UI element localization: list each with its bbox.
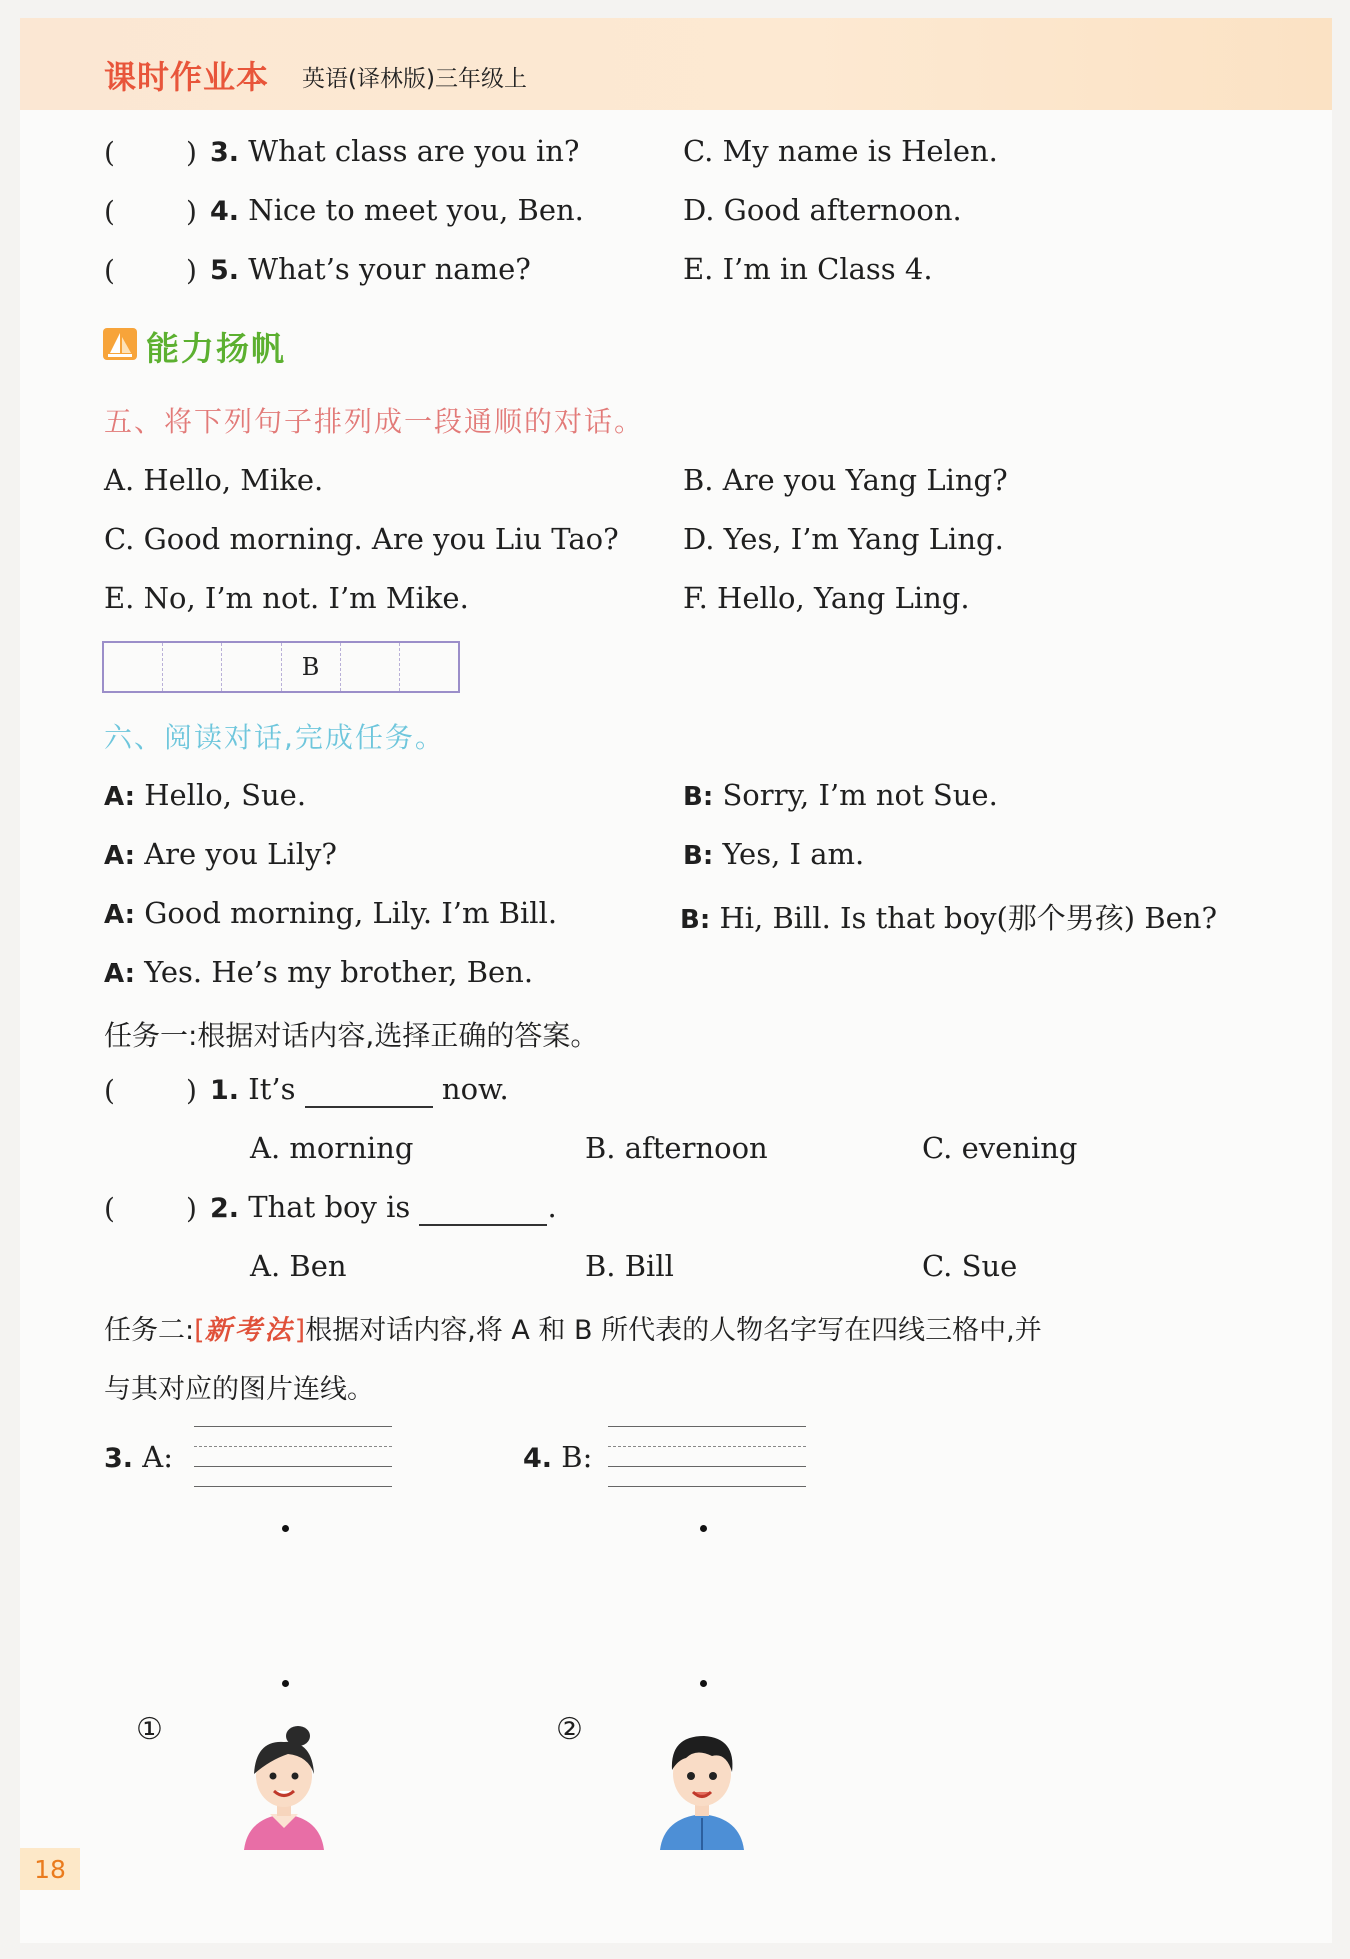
choice-c: C. evening	[922, 1131, 1078, 1165]
connect-dot-picture-1[interactable]	[282, 1680, 289, 1687]
book-subtitle: 英语(译林版)三年级上	[302, 66, 527, 92]
order-answer-grid	[102, 641, 460, 693]
picture-marker-2: ②	[556, 1712, 583, 1747]
section5-title: 五、将下列句子排列成一段通顺的对话。	[104, 405, 645, 438]
book-brand: 课时作业本	[104, 58, 270, 96]
answer-cell-2[interactable]	[163, 643, 222, 691]
task1-question-1: 1. It’s now.	[210, 1072, 509, 1106]
question-text: Nice to meet you, Ben.	[248, 193, 584, 227]
fill-blank[interactable]	[419, 1190, 547, 1226]
question-number: 4.	[210, 196, 240, 227]
ability-label: 能力扬帆	[146, 328, 286, 368]
choice-a: A. Ben	[250, 1249, 347, 1283]
sail-icon	[102, 327, 138, 365]
girl-icon	[234, 1722, 334, 1854]
answer-paren-close: )	[186, 1074, 197, 1107]
connect-dot-b[interactable]	[700, 1525, 707, 1532]
section6-title: 六、阅读对话,完成任务。	[104, 721, 445, 754]
answer-paren-close: )	[186, 1192, 197, 1225]
question-text: What class are you in?	[248, 134, 580, 168]
writing-label-b: 4. B:	[523, 1440, 593, 1474]
order-option-e: E. No, I’m not. I’m Mike.	[104, 581, 469, 615]
answer-paren-open: (	[104, 195, 115, 228]
dialogue-line: A: Hello, Sue.	[104, 778, 307, 812]
choice-b: B. afternoon	[585, 1131, 768, 1165]
question-5	[210, 252, 531, 286]
question-number: 3.	[210, 137, 240, 168]
answer-paren-close: )	[186, 195, 197, 228]
dialogue-line: B: Hi, Bill. Is that boy(那个男孩) Ben?	[680, 901, 1218, 935]
question-number: 5.	[210, 255, 240, 286]
answer-cell-1[interactable]	[104, 643, 163, 691]
answer-cell-5[interactable]	[341, 643, 400, 691]
option-d: D. Good afternoon.	[683, 193, 962, 227]
page-number: 18	[20, 1848, 80, 1890]
task1-title: 任务一:根据对话内容,选择正确的答案。	[104, 1019, 599, 1052]
dialogue-line: A: Yes. He’s my brother, Ben.	[104, 955, 534, 989]
task2-title-line2: 与其对应的图片连线。	[104, 1374, 374, 1405]
question-3	[210, 134, 579, 168]
order-option-f: F. Hello, Yang Ling.	[683, 581, 970, 615]
order-option-d: D. Yes, I’m Yang Ling.	[683, 522, 1004, 556]
order-option-a: A. Hello, Mike.	[104, 463, 324, 497]
answer-paren-open: (	[104, 136, 115, 169]
answer-paren-close: )	[186, 136, 197, 169]
dialogue-line: A: Are you Lily?	[104, 837, 337, 871]
connect-dot-picture-2[interactable]	[700, 1680, 707, 1687]
four-line-grid-b[interactable]	[608, 1426, 806, 1486]
order-option-b: B. Are you Yang Ling?	[683, 463, 1008, 497]
answer-cell-6[interactable]	[400, 643, 458, 691]
option-e: E. I’m in Class 4.	[683, 252, 933, 286]
option-c: C. My name is Helen.	[683, 134, 998, 168]
fill-blank[interactable]	[305, 1072, 433, 1108]
boy-icon	[652, 1722, 752, 1854]
task2-title: 任务二:[新考法]根据对话内容,将 A 和 B 所代表的人物名字写在四线三格中,并	[104, 1315, 1042, 1346]
answer-paren-open: (	[104, 1074, 115, 1107]
order-option-c: C. Good morning. Are you Liu Tao?	[104, 522, 619, 556]
dialogue-line: A: Good morning, Lily. I’m Bill.	[104, 896, 558, 930]
dialogue-line: B: Sorry, I’m not Sue.	[683, 778, 998, 812]
picture-marker-1: ①	[136, 1712, 163, 1747]
writing-label-a: 3. A:	[104, 1440, 173, 1474]
answer-paren-close: )	[186, 254, 197, 287]
answer-paren-open: (	[104, 254, 115, 287]
answer-paren-open: (	[104, 1192, 115, 1225]
question-text: What’s your name?	[248, 252, 531, 286]
answer-cell-4[interactable]: B	[282, 643, 341, 691]
task1-question-2: 2. That boy is .	[210, 1190, 557, 1224]
four-line-grid-a[interactable]	[194, 1426, 392, 1486]
new-method-tag: 新考法	[204, 1315, 295, 1346]
connect-dot-a[interactable]	[282, 1525, 289, 1532]
choice-b: B. Bill	[585, 1249, 674, 1283]
dialogue-line: B: Yes, I am.	[683, 837, 865, 871]
answer-cell-3[interactable]	[222, 643, 281, 691]
choice-a: A. morning	[250, 1131, 414, 1165]
question-4	[210, 193, 584, 227]
choice-c: C. Sue	[922, 1249, 1018, 1283]
ability-section-header	[102, 326, 286, 366]
